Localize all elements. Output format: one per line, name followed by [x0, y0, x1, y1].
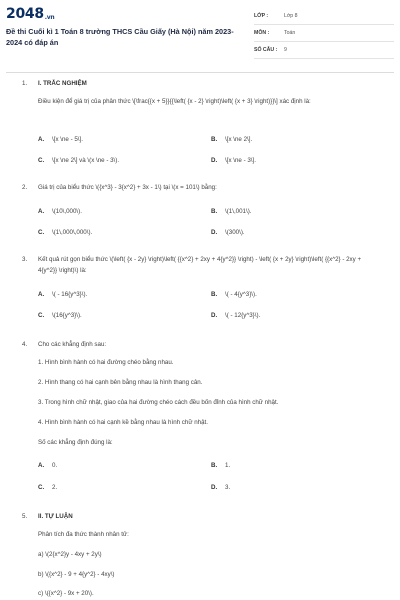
answer-option[interactable]: C. \(1\,000\,000\). [38, 229, 93, 236]
meta-row-class [254, 8, 394, 25]
sub-part: c) \({x^2} - 9x + 20\). [38, 590, 94, 597]
question-text: Cho các khẳng định sau: [38, 341, 107, 348]
question-text: Kết quả rút gọn biểu thức \(\left( {x - 2y} \right)\left( {{x^2} + 2xy + 4{y^2}} \right) - \left( {x + 2y} \right)\left( {{x^2} - 2xy + 4{y^2}} \right)\) là: [38, 256, 362, 274]
meta-value: Toán [284, 30, 296, 36]
question-number: 4. [22, 341, 28, 348]
meta-row-subject [254, 25, 394, 42]
answer-option[interactable]: B. \( - 4{y^3}\). [211, 291, 257, 298]
meta-value: 9 [284, 47, 287, 53]
answer-option[interactable]: B. \[x \ne 2\]. [211, 136, 253, 143]
statement: 4. Hình bình hành có hai cạnh kề bằng nhau là hình chữ nhật. [38, 419, 208, 426]
answer-option[interactable]: A. \(10\,000\). [38, 208, 82, 215]
question-prompt: Số các khẳng định đúng là: [38, 439, 113, 446]
answer-option[interactable]: D. \( - 12{y^3}\). [211, 312, 261, 319]
page-header [0, 0, 400, 66]
site-logo[interactable]: 2048.vn [6, 6, 55, 22]
exam-title: Đề thi Cuối kì 1 Toán 8 trường THCS Cầu Giấy (Hà Nội) năm 2023-2024 có đáp án [6, 27, 234, 47]
meta-value: Lớp 8 [284, 13, 298, 19]
meta-label: MÔN : [254, 30, 270, 36]
section-heading: I. TRẮC NGHIỆM [38, 80, 87, 87]
sub-part: b) \({x^2} - 9 + 4{y^2} - 4xy\) [38, 571, 115, 578]
meta-label: LỚP : [254, 13, 269, 19]
answer-option[interactable]: C. 2. [38, 484, 58, 491]
question-number: 1. [22, 80, 28, 87]
question-text: Phân tích đa thức thành nhân tử: [38, 531, 129, 538]
statement: 2. Hình thang có hai cạnh bên bằng nhau là hình thang cân. [38, 379, 203, 386]
meta-row-question-count [254, 42, 394, 59]
exam-meta [254, 8, 394, 59]
answer-option[interactable]: B. \(1\,001\). [211, 208, 252, 215]
answer-option[interactable]: D. 3. [211, 484, 231, 491]
answer-option[interactable]: C. \[x \ne 2\] và \(x \ne - 3\). [38, 157, 120, 164]
header-divider [6, 72, 394, 73]
statement: 3. Trong hình chữ nhật, giao của hai đường chéo cách đều bốn đỉnh của hình chữ nhật. [38, 399, 279, 406]
answer-option[interactable]: D. \[x \ne - 3\]. [211, 157, 256, 164]
answer-option[interactable]: A. \( - 16{y^3}\). [38, 291, 88, 298]
answer-option[interactable]: D. \(300\). [211, 229, 245, 236]
question-number: 5. [22, 513, 28, 520]
question-text: Điều kiện để giá trị của phân thức \[\frac{{x + 5}}{{\left( {x - 2} \right)\left( {x + 3} \right)}}\] xác định là: [38, 98, 311, 105]
section-heading: II. TỰ LUẬN [38, 513, 73, 520]
answer-option[interactable]: A. 0. [38, 462, 58, 469]
answer-option[interactable]: A. \[x \ne - 5\]. [38, 136, 83, 143]
statement: 1. Hình bình hành có hai đường chéo bằng nhau. [38, 359, 174, 366]
question-text: Giá trị của biểu thức \({x^3} - 3{x^2} + 3x - 1\) tại \(x = 101\) bằng: [38, 184, 217, 191]
meta-label: SỐ CÂU : [254, 47, 278, 53]
answer-option[interactable]: B. 1. [211, 462, 231, 469]
question-number: 3. [22, 256, 28, 263]
answer-option[interactable]: C. \(16{y^3}\). [38, 312, 82, 319]
question-number: 2. [22, 184, 28, 191]
sub-part: a) \(2{x^2}y - 4xy + 2y\) [38, 551, 102, 558]
